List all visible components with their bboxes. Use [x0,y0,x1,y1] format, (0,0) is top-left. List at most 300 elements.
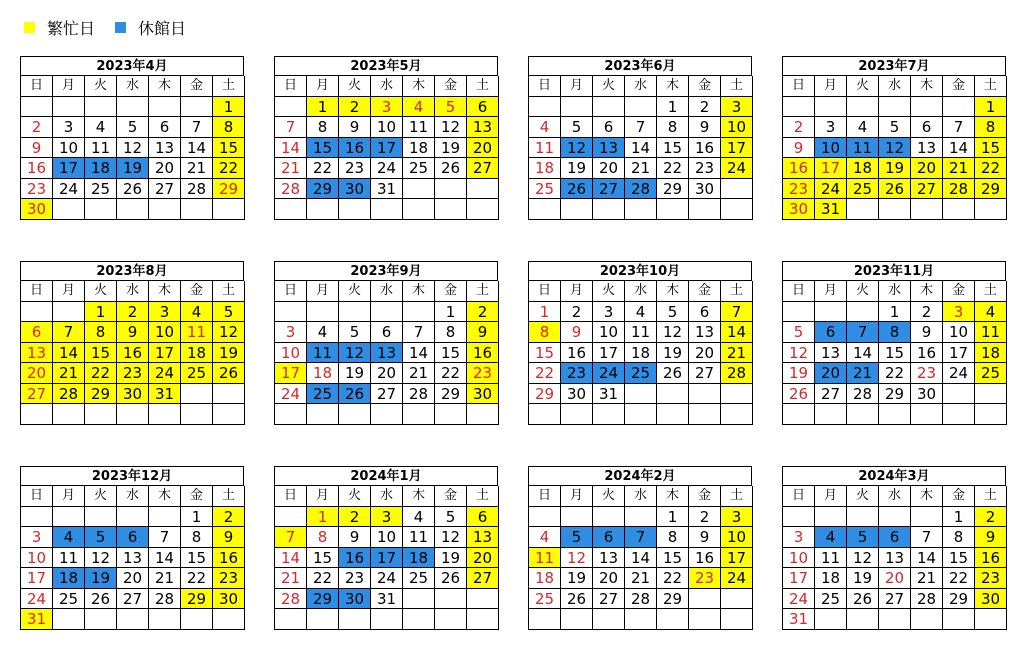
empty-cell [117,507,149,528]
day-cell: 26 [561,589,593,610]
empty-cell [467,404,499,425]
day-cell: 6 [467,507,499,528]
empty-cell [879,97,911,118]
day-cell: 22 [657,568,689,589]
weekday-header: 月 [53,281,85,302]
weekday-header: 火 [85,281,117,302]
empty-cell [213,404,245,425]
day-cell: 26 [117,179,149,200]
day-cell: 11 [975,322,1007,343]
day-cell: 13 [879,548,911,569]
day-cell: 6 [21,322,53,343]
weekday-header: 日 [21,76,53,97]
day-cell: 8 [943,527,975,548]
empty-cell [149,507,181,528]
day-cell: 15 [529,343,561,364]
month-calendar [782,261,1006,425]
empty-cell [149,404,181,425]
empty-cell [815,404,847,425]
day-cell: 29 [943,589,975,610]
day-cell: 15 [975,138,1007,159]
day-cell: 28 [275,179,307,200]
day-cell: 3 [21,527,53,548]
day-cell: 1 [879,302,911,323]
day-cell: 10 [783,548,815,569]
empty-cell [689,199,721,220]
empty-cell [975,404,1007,425]
weekday-header: 木 [149,76,181,97]
empty-cell [435,199,467,220]
empty-cell [529,609,561,630]
weekday-header: 月 [307,281,339,302]
empty-cell [181,97,213,118]
day-cell: 9 [467,322,499,343]
day-cell: 1 [657,507,689,528]
day-cell: 28 [275,589,307,610]
day-cell: 19 [783,363,815,384]
empty-cell [943,384,975,405]
day-cell: 8 [657,117,689,138]
empty-cell [783,302,815,323]
empty-cell [435,404,467,425]
day-cell: 27 [689,363,721,384]
weekday-header: 月 [561,281,593,302]
empty-cell [879,507,911,528]
day-cell: 11 [181,322,213,343]
weekday-header: 金 [689,281,721,302]
day-cell: 18 [53,568,85,589]
weekday-header: 火 [847,281,879,302]
day-cell: 4 [403,507,435,528]
empty-cell [721,384,753,405]
empty-cell [403,609,435,630]
day-cell: 2 [21,117,53,138]
empty-cell [339,302,371,323]
day-cell: 26 [435,568,467,589]
empty-cell [181,404,213,425]
weekday-header: 月 [307,76,339,97]
day-cell: 4 [625,302,657,323]
day-cell: 21 [911,568,943,589]
day-cell: 26 [847,589,879,610]
empty-cell [435,589,467,610]
day-cell: 29 [213,179,245,200]
day-cell: 3 [815,117,847,138]
weekday-header: 火 [847,76,879,97]
day-cell: 10 [721,527,753,548]
empty-cell [403,404,435,425]
empty-cell [561,404,593,425]
day-cell: 7 [275,527,307,548]
day-cell: 29 [529,384,561,405]
weekday-header: 水 [879,76,911,97]
day-cell: 21 [847,363,879,384]
empty-cell [721,609,753,630]
month-grid [528,75,752,220]
empty-cell [911,609,943,630]
empty-cell [149,97,181,118]
empty-cell [371,404,403,425]
day-cell: 27 [911,179,943,200]
day-cell: 13 [911,138,943,159]
day-cell: 17 [21,568,53,589]
empty-cell [561,97,593,118]
day-cell: 28 [403,384,435,405]
weekday-header: 火 [85,76,117,97]
month-calendar [20,56,244,220]
day-cell: 7 [403,322,435,343]
empty-cell [529,97,561,118]
empty-cell [275,507,307,528]
weekday-header: 水 [625,76,657,97]
day-cell: 2 [339,97,371,118]
day-cell: 26 [561,179,593,200]
day-cell: 8 [879,322,911,343]
month-calendar [20,466,244,630]
day-cell: 6 [467,97,499,118]
day-cell: 16 [689,548,721,569]
day-cell: 24 [593,363,625,384]
day-cell: 26 [879,179,911,200]
weekday-header: 水 [625,281,657,302]
day-cell: 23 [21,179,53,200]
weekday-header: 火 [593,486,625,507]
day-cell: 3 [371,97,403,118]
day-cell: 26 [657,363,689,384]
day-cell: 6 [689,302,721,323]
weekday-header: 月 [53,76,85,97]
weekday-header: 日 [529,486,561,507]
day-cell: 24 [371,158,403,179]
day-cell: 25 [181,363,213,384]
month-grid [782,75,1006,220]
month-calendar [528,466,752,630]
weekday-header: 水 [879,281,911,302]
day-cell: 5 [561,527,593,548]
weekday-header: 土 [975,486,1007,507]
day-cell: 10 [371,527,403,548]
empty-cell [529,404,561,425]
empty-cell [117,199,149,220]
weekday-header: 日 [275,76,307,97]
day-cell: 13 [371,343,403,364]
weekday-header: 金 [689,486,721,507]
empty-cell [21,404,53,425]
month-calendar [20,261,244,425]
empty-cell [879,404,911,425]
day-cell: 6 [149,117,181,138]
day-cell: 22 [307,568,339,589]
day-cell: 22 [529,363,561,384]
empty-cell [53,199,85,220]
day-cell: 13 [149,138,181,159]
empty-cell [943,404,975,425]
empty-cell [721,179,753,200]
day-cell: 24 [371,568,403,589]
day-cell: 23 [117,363,149,384]
day-cell: 3 [371,507,403,528]
month-grid [782,485,1006,630]
day-cell: 14 [721,322,753,343]
month-calendar [528,56,752,220]
day-cell: 17 [371,138,403,159]
day-cell: 3 [593,302,625,323]
empty-cell [943,199,975,220]
weekday-header: 月 [815,76,847,97]
weekday-header: 月 [815,281,847,302]
day-cell: 5 [783,322,815,343]
day-cell: 8 [435,322,467,343]
day-cell: 8 [657,527,689,548]
empty-cell [53,507,85,528]
weekday-header: 木 [149,486,181,507]
day-cell: 18 [85,158,117,179]
empty-cell [689,404,721,425]
empty-cell [213,609,245,630]
weekday-header: 火 [847,486,879,507]
day-cell: 10 [53,138,85,159]
day-cell: 4 [181,302,213,323]
day-cell: 19 [561,568,593,589]
day-cell: 11 [53,548,85,569]
day-cell: 11 [307,343,339,364]
day-cell: 26 [783,384,815,405]
day-cell: 11 [529,138,561,159]
month-grid [20,485,244,630]
weekday-header: 木 [403,281,435,302]
day-cell: 15 [213,138,245,159]
day-cell: 12 [435,117,467,138]
day-cell: 21 [275,158,307,179]
day-cell: 1 [181,507,213,528]
empty-cell [529,199,561,220]
day-cell: 27 [149,179,181,200]
empty-cell [847,507,879,528]
day-cell: 7 [847,322,879,343]
empty-cell [625,384,657,405]
day-cell: 29 [879,384,911,405]
day-cell: 24 [53,179,85,200]
day-cell: 7 [943,117,975,138]
day-cell: 1 [307,507,339,528]
day-cell: 18 [181,343,213,364]
weekday-header: 金 [689,76,721,97]
empty-cell [783,97,815,118]
day-cell: 18 [403,548,435,569]
month-title: 2023年5月 [274,56,498,75]
empty-cell [847,97,879,118]
empty-cell [307,404,339,425]
day-cell: 25 [403,568,435,589]
day-cell: 9 [339,527,371,548]
weekday-header: 火 [85,486,117,507]
day-cell: 2 [975,507,1007,528]
day-cell: 1 [975,97,1007,118]
day-cell: 23 [689,568,721,589]
empty-cell [275,97,307,118]
day-cell: 17 [593,343,625,364]
day-cell: 15 [879,343,911,364]
day-cell: 4 [529,117,561,138]
day-cell: 11 [529,548,561,569]
empty-cell [21,507,53,528]
day-cell: 16 [467,343,499,364]
day-cell: 8 [975,117,1007,138]
day-cell: 13 [21,343,53,364]
day-cell: 16 [911,343,943,364]
day-cell: 27 [21,384,53,405]
day-cell: 16 [339,138,371,159]
empty-cell [339,609,371,630]
day-cell: 22 [975,158,1007,179]
day-cell: 21 [625,158,657,179]
month-calendar [782,56,1006,220]
day-cell: 2 [689,97,721,118]
weekday-header: 水 [371,281,403,302]
day-cell: 23 [783,179,815,200]
day-cell: 12 [783,343,815,364]
day-cell: 30 [339,589,371,610]
empty-cell [721,199,753,220]
day-cell: 16 [21,158,53,179]
day-cell: 22 [85,363,117,384]
day-cell: 15 [85,343,117,364]
empty-cell [213,199,245,220]
day-cell: 21 [149,568,181,589]
empty-cell [307,199,339,220]
weekday-header: 木 [657,281,689,302]
empty-cell [181,609,213,630]
month-title: 2023年12月 [20,466,244,485]
day-cell: 20 [117,568,149,589]
empty-cell [657,384,689,405]
day-cell: 7 [625,117,657,138]
empty-cell [117,404,149,425]
day-cell: 19 [339,363,371,384]
day-cell: 28 [53,384,85,405]
day-cell: 4 [975,302,1007,323]
weekday-header: 月 [561,76,593,97]
day-cell: 25 [529,179,561,200]
day-cell: 20 [149,158,181,179]
empty-cell [275,404,307,425]
day-cell: 7 [181,117,213,138]
weekday-header: 土 [213,281,245,302]
day-cell: 21 [721,343,753,364]
day-cell: 29 [657,179,689,200]
empty-cell [689,609,721,630]
day-cell: 5 [85,527,117,548]
day-cell: 3 [53,117,85,138]
day-cell: 9 [213,527,245,548]
day-cell: 4 [529,527,561,548]
empty-cell [85,199,117,220]
day-cell: 25 [529,589,561,610]
month-title: 2023年4月 [20,56,244,75]
day-cell: 9 [689,527,721,548]
weekday-header: 日 [21,281,53,302]
empty-cell [213,384,245,405]
day-cell: 25 [85,179,117,200]
weekday-header: 木 [149,281,181,302]
empty-cell [181,384,213,405]
month-title: 2024年1月 [274,466,498,485]
day-cell: 12 [561,138,593,159]
day-cell: 31 [783,609,815,630]
day-cell: 26 [85,589,117,610]
day-cell: 3 [149,302,181,323]
day-cell: 20 [21,363,53,384]
empty-cell [625,507,657,528]
empty-cell [625,97,657,118]
empty-cell [307,302,339,323]
day-cell: 30 [467,384,499,405]
empty-cell [783,404,815,425]
day-cell: 20 [467,548,499,569]
day-cell: 10 [721,117,753,138]
empty-cell [467,609,499,630]
weekday-header: 金 [181,281,213,302]
weekday-header: 土 [975,76,1007,97]
day-cell: 24 [815,179,847,200]
empty-cell [53,609,85,630]
day-cell: 13 [467,117,499,138]
day-cell: 9 [561,322,593,343]
day-cell: 14 [53,343,85,364]
empty-cell [879,609,911,630]
empty-cell [561,609,593,630]
day-cell: 4 [307,322,339,343]
month-grid [20,75,244,220]
day-cell: 25 [625,363,657,384]
day-cell: 31 [371,589,403,610]
month-title: 2023年9月 [274,261,498,280]
empty-cell [879,199,911,220]
day-cell: 15 [943,548,975,569]
weekday-header: 土 [721,486,753,507]
day-cell: 23 [339,158,371,179]
empty-cell [149,609,181,630]
weekday-header: 日 [529,76,561,97]
empty-cell [721,404,753,425]
day-cell: 19 [435,548,467,569]
weekday-header: 日 [275,281,307,302]
day-cell: 4 [403,97,435,118]
empty-cell [275,609,307,630]
day-cell: 10 [149,322,181,343]
empty-cell [657,404,689,425]
day-cell: 14 [275,138,307,159]
day-cell: 12 [879,138,911,159]
day-cell: 31 [371,179,403,200]
empty-cell [403,302,435,323]
day-cell: 12 [657,322,689,343]
empty-cell [307,609,339,630]
day-cell: 20 [911,158,943,179]
day-cell: 29 [307,179,339,200]
weekday-header: 土 [213,486,245,507]
weekday-header: 火 [339,486,371,507]
month-grid [274,485,498,630]
day-cell: 13 [689,322,721,343]
empty-cell [53,97,85,118]
day-cell: 29 [975,179,1007,200]
day-cell: 3 [783,527,815,548]
day-cell: 14 [943,138,975,159]
day-cell: 16 [213,548,245,569]
day-cell: 20 [815,363,847,384]
day-cell: 5 [561,117,593,138]
